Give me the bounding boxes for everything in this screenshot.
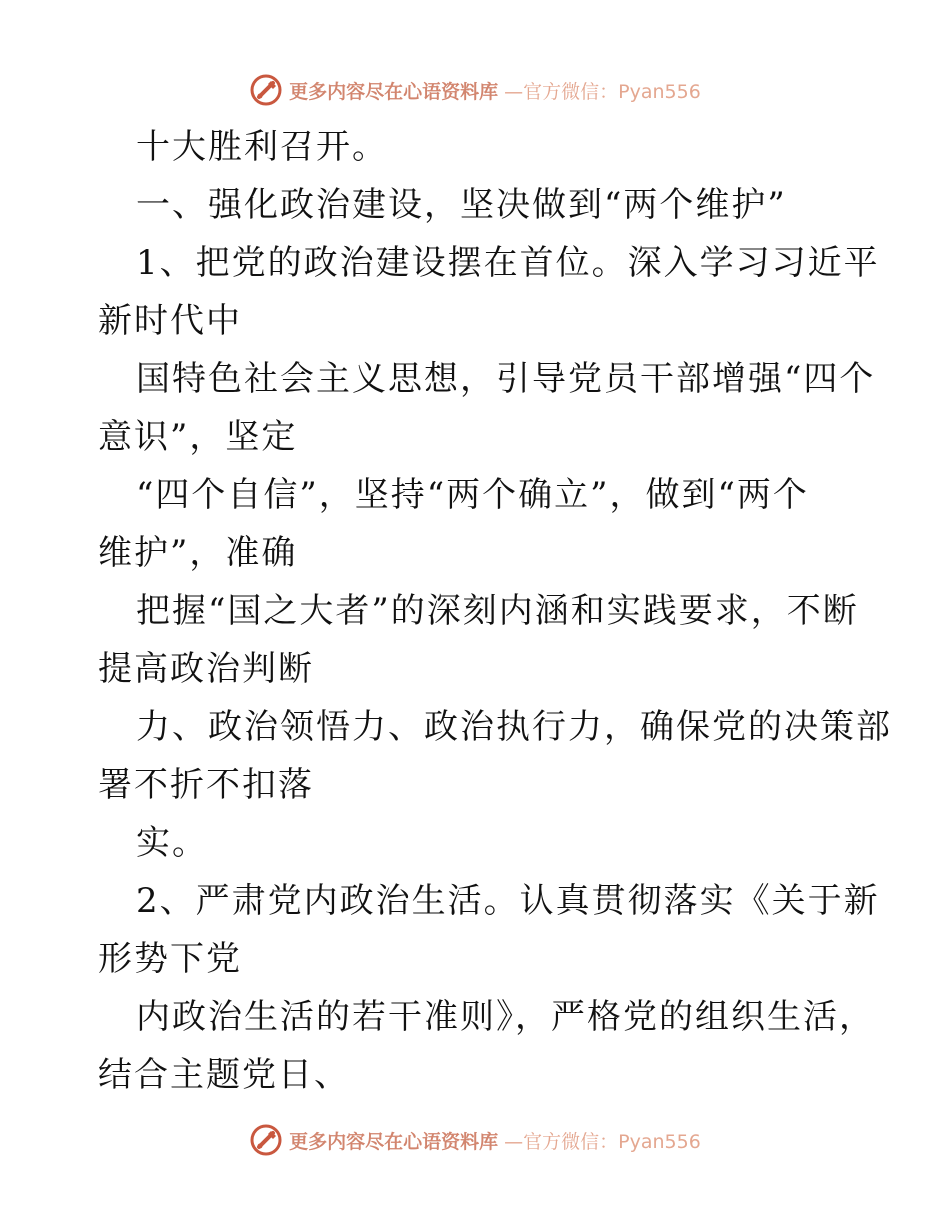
body-line: “四个自信”，坚持“两个确立”，做到“两个 [136, 475, 809, 515]
body-line: 新时代中 [98, 301, 242, 341]
body-line: 意识”，坚定 [98, 417, 298, 457]
footer-watermark [0, 1120, 950, 1160]
document-body [98, 118, 892, 1104]
pen-logo-icon [249, 73, 283, 107]
body-line: 形势下党 [98, 939, 242, 979]
body-line: 十大胜利召开。 [136, 127, 388, 167]
body-line: 署不折不扣落 [98, 765, 314, 805]
body-line: 维护”，准确 [98, 533, 298, 573]
header-brand-text: 更多内容尽在心语资料库 [289, 80, 499, 103]
body-line: 国特色社会主义思想，引导党员干部增强“四个 [136, 359, 876, 399]
header-watermark [0, 70, 950, 110]
body-line: 一、强化政治建设，坚决做到“两个维护” [136, 185, 787, 225]
body-line: 内政治生活的若干准则》，严格党的组织生活， [136, 997, 875, 1037]
body-line: 实。 [136, 823, 208, 863]
body-line: 力、政治领悟力、政治执行力，确保党的决策部 [136, 707, 892, 747]
footer-brand-text: 更多内容尽在心语资料库 [289, 1130, 499, 1153]
footer-contact-text: —官方微信：Pyan556 [504, 1130, 701, 1153]
body-line: 结合主题党日、 [98, 1055, 350, 1095]
header-contact-text: —官方微信：Pyan556 [504, 80, 701, 103]
body-line: 提高政治判断 [98, 649, 314, 689]
body-line: 2、严肃党内政治生活。认真贯彻落实《关于新 [136, 881, 880, 921]
body-line: 把握“国之大者”的深刻内涵和实践要求，不断 [136, 591, 859, 631]
pen-logo-icon [249, 1123, 283, 1157]
body-line: 1、把党的政治建设摆在首位。深入学习习近平 [136, 243, 880, 283]
